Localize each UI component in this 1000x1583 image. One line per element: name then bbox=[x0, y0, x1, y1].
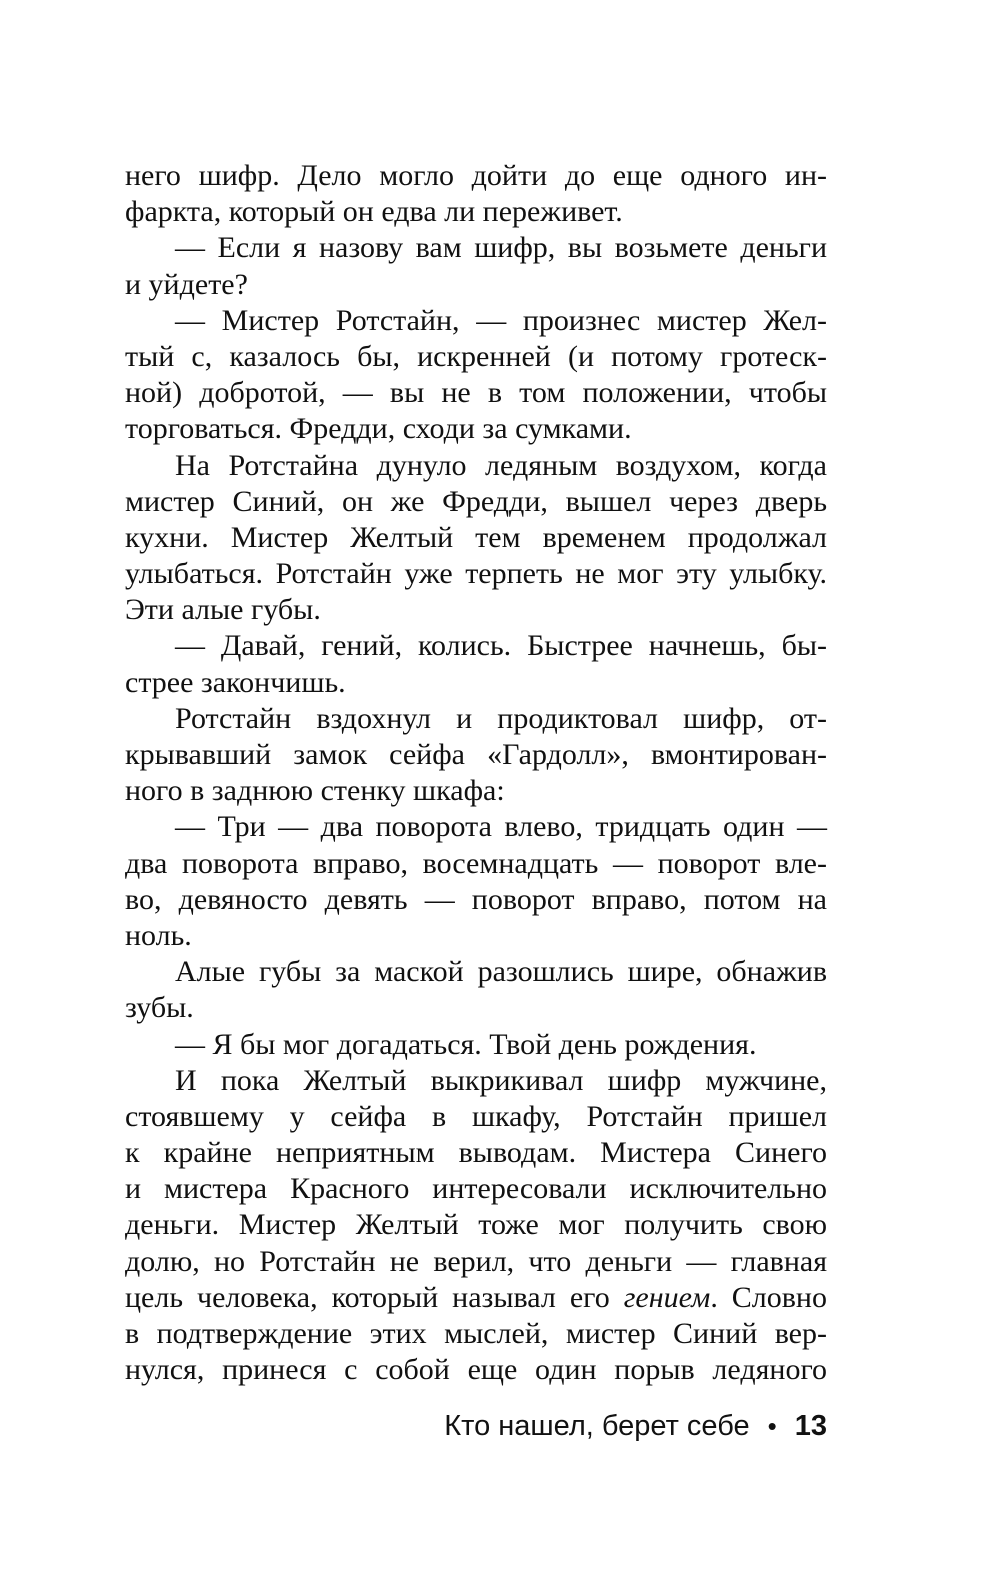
text-line: И пока Желтый выкрикивал шифр мужчине, bbox=[175, 1063, 827, 1097]
text-line: кухни. Мистер Желтый тем временем продолжал bbox=[125, 520, 827, 554]
text-line: нулся, принеся с собой еще один порыв ледяного bbox=[125, 1353, 827, 1387]
page-number: 13 bbox=[794, 1409, 827, 1442]
text-line: — Мистер Ротстайн, — произнес мистер Жел- bbox=[175, 303, 827, 337]
text-line: Ротстайн вздохнул и продиктовал шифр, от- bbox=[175, 701, 827, 735]
text-line: во, девяносто девять — поворот вправо, потом на bbox=[125, 882, 827, 916]
text-line: Алые губы за маской разошлись шире, обнажив bbox=[175, 955, 827, 989]
text-line: зубы. bbox=[125, 991, 194, 1025]
text-line: стоявшему у сейфа в шкафу, Ротстайн пришел bbox=[125, 1099, 827, 1133]
footer-book-title: Кто нашел, берет себе bbox=[444, 1409, 750, 1442]
text-line: ной) добротой, — вы не в том положении, чтобы bbox=[125, 376, 827, 410]
text-line: него шифр. Дело могло дойти до еще одного ин- bbox=[125, 159, 827, 192]
text-line: — Давай, гений, колись. Быстрее начнешь, бы- bbox=[175, 629, 827, 663]
text-line: — Я бы мог догадаться. Твой день рождения. bbox=[175, 1027, 757, 1061]
text-line: к крайне неприятным выводам. Мистера Синего bbox=[125, 1136, 827, 1170]
text-line: ноль. bbox=[125, 918, 192, 952]
text-line: два поворота вправо, восемнадцать — поворот вле- bbox=[125, 846, 827, 880]
text-line: торговаться. Фредди, сходи за сумками. bbox=[125, 412, 632, 446]
text-line: На Ротстайна дунуло ледяным воздухом, когда bbox=[175, 448, 827, 482]
text-line: улыбаться. Ротстайн уже терпеть не мог эту улыбку. bbox=[125, 557, 827, 591]
body-text bbox=[125, 158, 827, 1388]
text-line: — Если я назову вам шифр, вы возьмете деньги bbox=[175, 231, 827, 265]
text-line: тый с, казалось бы, искренней (и потому гротеск- bbox=[125, 339, 827, 373]
text-line: крывавший замок сейфа «Гардолл», вмонтирован- bbox=[125, 738, 827, 771]
footer-bullet: • bbox=[767, 1410, 777, 1441]
text-line: цель человека, который называл его гением. Словно bbox=[125, 1280, 827, 1314]
text-line: — Три — два поворота влево, тридцать один — bbox=[175, 810, 827, 844]
text-line: долю, но Ротстайн не верил, что деньги — главная bbox=[125, 1244, 827, 1278]
text-line: Эти алые губы. bbox=[125, 593, 321, 627]
text-line: ного в заднюю стенку шкафа: bbox=[125, 774, 505, 808]
text-line: фаркта, который он едва ли переживет. bbox=[125, 195, 623, 229]
text-line: и мистера Красного интересовали исключительно bbox=[125, 1172, 827, 1206]
text-line: в подтверждение этих мыслей, мистер Синий вер- bbox=[125, 1317, 827, 1350]
emphasis: гением bbox=[623, 1280, 711, 1314]
text-line: деньги. Мистер Желтый тоже мог получить свою bbox=[125, 1208, 827, 1242]
running-footer bbox=[125, 1404, 827, 1448]
text-line: мистер Синий, он же Фредди, вышел через дверь bbox=[125, 484, 827, 518]
text-line: стрее закончишь. bbox=[125, 665, 346, 699]
text-line: и уйдете? bbox=[125, 267, 248, 301]
